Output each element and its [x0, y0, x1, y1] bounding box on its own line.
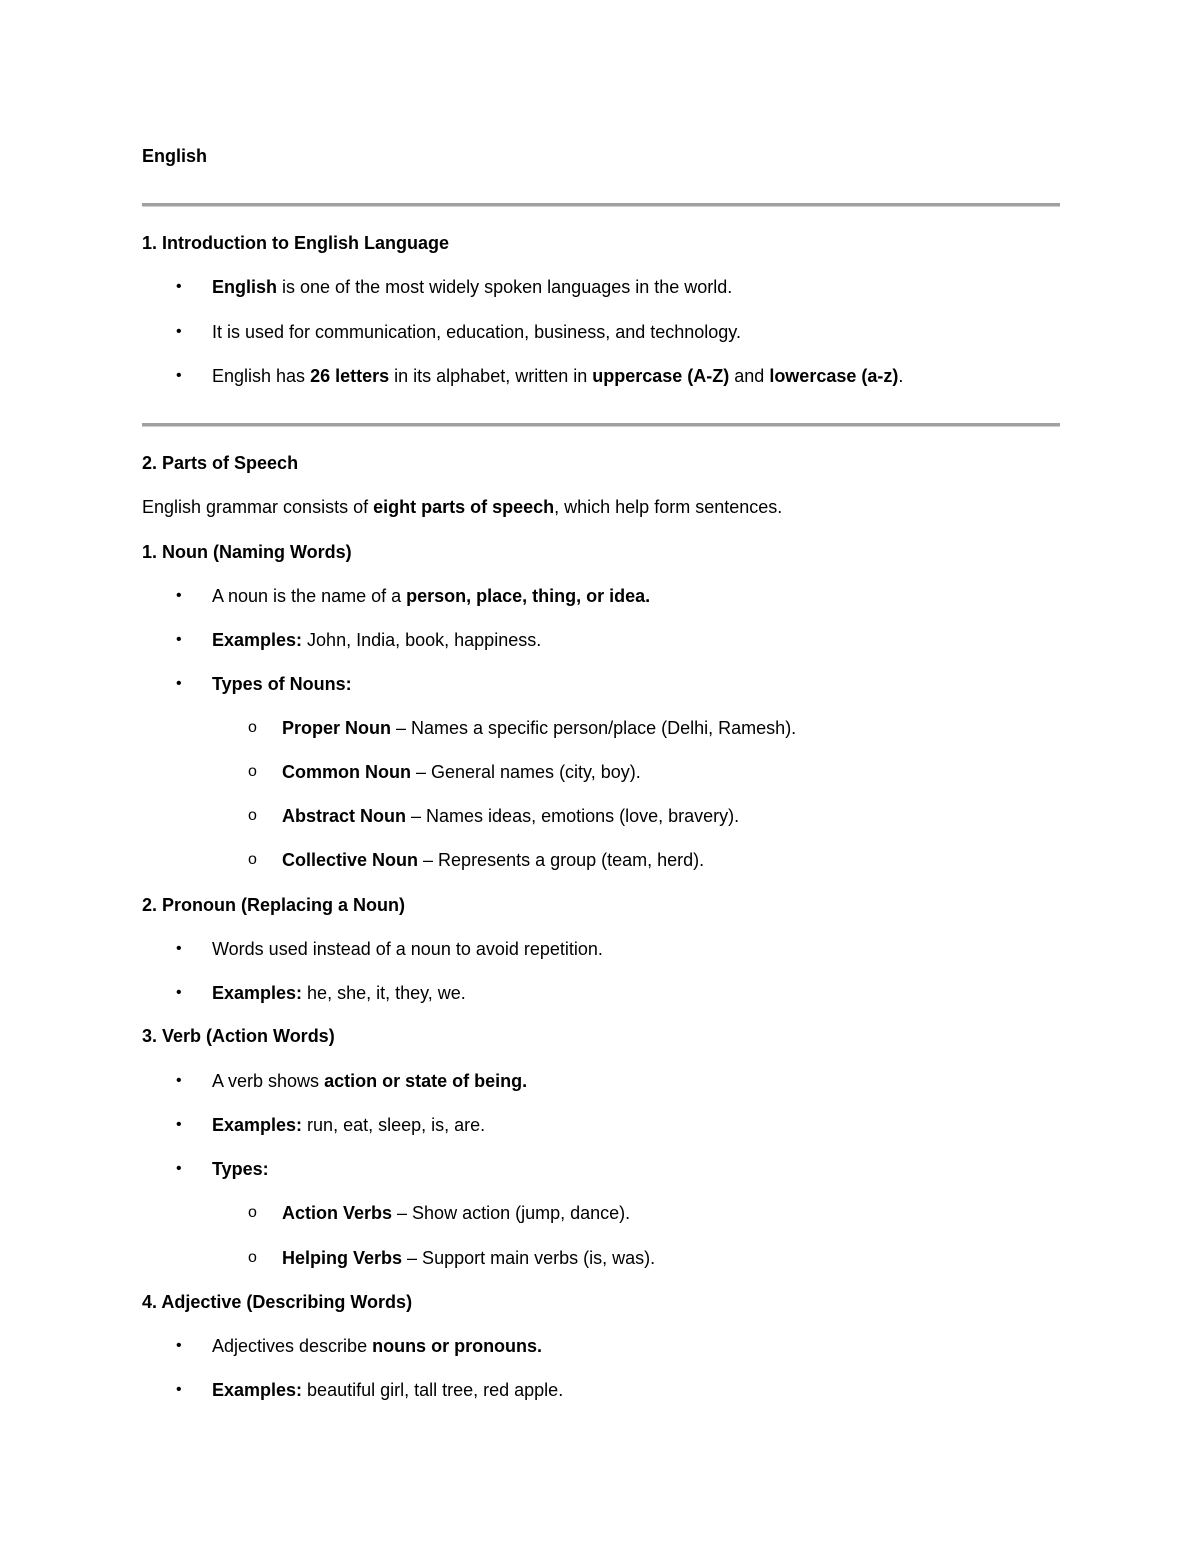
list-item: Examples: he, she, it, they, we. [212, 983, 466, 1003]
sub-list-item: Proper Noun – Names a specific person/place (Delhi, Ramesh). [282, 718, 797, 738]
bullet-icon: • [176, 1116, 182, 1133]
sub-bullet-icon: o [248, 851, 257, 868]
bullet-icon: • [176, 984, 182, 1001]
subsection-heading-verb: 3. Verb (Action Words) [142, 1026, 335, 1046]
bullet-icon: • [176, 675, 182, 692]
bullet-icon: • [176, 278, 182, 295]
sub-bullet-icon: o [248, 719, 257, 736]
bullet-icon: • [176, 587, 182, 604]
bullet-icon: • [176, 940, 182, 957]
section-heading-parts-of-speech: 2. Parts of Speech [142, 453, 299, 473]
sub-list-item: Collective Noun – Represents a group (team, herd). [282, 850, 705, 870]
sub-bullet-icon: o [248, 1249, 257, 1266]
bullet-icon: • [176, 631, 182, 648]
horizontal-rule [142, 203, 1060, 207]
sub-list-item: Abstract Noun – Names ideas, emotions (love, bravery). [282, 806, 740, 826]
list-item: It is used for communication, education, business, and technology. [212, 322, 741, 342]
subsection-heading-adjective: 4. Adjective (Describing Words) [142, 1292, 413, 1312]
list-item: Examples: run, eat, sleep, is, are. [212, 1115, 486, 1135]
sub-list-item: Common Noun – General names (city, boy). [282, 762, 641, 782]
list-item: Types of Nouns: [212, 674, 352, 694]
list-item: English is one of the most widely spoken languages in the world. [212, 277, 733, 297]
bullet-icon: • [176, 1337, 182, 1354]
document-title: English [142, 146, 208, 166]
list-item: Words used instead of a noun to avoid repetition. [212, 939, 603, 959]
list-item: Adjectives describe nouns or pronouns. [212, 1336, 543, 1356]
list-item: A noun is the name of a person, place, thing, or idea. [212, 586, 651, 606]
horizontal-rule [142, 423, 1060, 427]
bullet-icon: • [176, 1072, 182, 1089]
sub-list-item: Action Verbs – Show action (jump, dance). [282, 1203, 631, 1223]
list-item: Examples: beautiful girl, tall tree, red apple. [212, 1380, 564, 1400]
list-item: Types: [212, 1159, 269, 1179]
bullet-icon: • [176, 1160, 182, 1177]
subsection-heading-noun: 1. Noun (Naming Words) [142, 542, 352, 562]
sub-bullet-icon: o [248, 807, 257, 824]
subsection-heading-pronoun: 2. Pronoun (Replacing a Noun) [142, 895, 406, 915]
bullet-icon: • [176, 367, 182, 384]
section-heading-intro: 1. Introduction to English Language [142, 233, 449, 253]
list-item: A verb shows action or state of being. [212, 1071, 528, 1091]
sub-bullet-icon: o [248, 1204, 257, 1221]
list-item: English has 26 letters in its alphabet, written in uppercase (A-Z) and lowercase (a-z). [212, 366, 904, 386]
bullet-icon: • [176, 323, 182, 340]
paragraph: English grammar consists of eight parts of speech, which help form sentences. [142, 497, 783, 517]
list-item: Examples: John, India, book, happiness. [212, 630, 542, 650]
sub-list-item: Helping Verbs – Support main verbs (is, was). [282, 1248, 656, 1268]
bullet-icon: • [176, 1381, 182, 1398]
sub-bullet-icon: o [248, 763, 257, 780]
